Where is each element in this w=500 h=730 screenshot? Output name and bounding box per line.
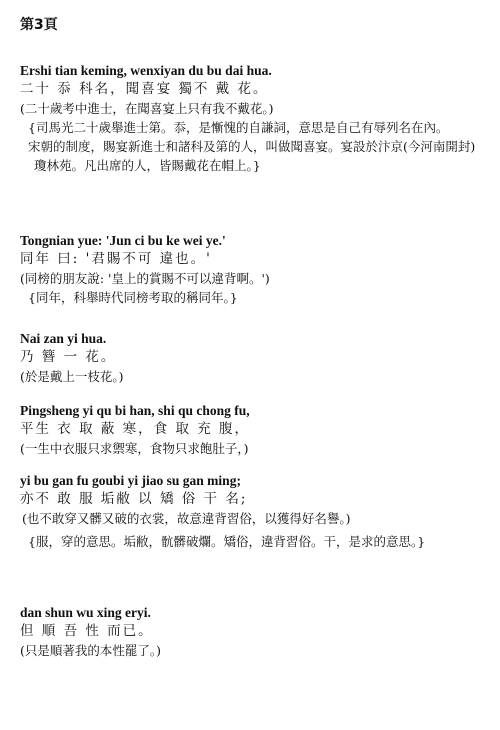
chinese-line: 同年 曰: '君賜不可 違也。' (20, 251, 212, 267)
pinyin-line: Pingsheng yi qu bi han, shi qu chong fu, (20, 403, 250, 418)
verse-section-4 (20, 402, 480, 458)
translation-line: (同榜的朋友說: '皇上的賞賜不可以違背啊。') (20, 271, 270, 286)
translation-line: (只是順著我的本性罷了。) (20, 643, 162, 658)
note-paragraph: {司馬光二十歲舉進士第。忝，是慚愧的自謙詞，意思是自己有辱列名在內。 (28, 120, 449, 135)
pinyin-line: Tongnian yue: 'Jun ci bu ke wei ye.' (20, 233, 226, 248)
page-label: 第3頁 (20, 17, 58, 33)
translation-line: (也不敢穿又髒又破的衣裳，故意違背習俗，以獲得好名譽。) (22, 511, 351, 526)
pinyin-line: dan shun wu xing eryi. (20, 605, 151, 620)
verse-section-1 (20, 62, 480, 175)
note-paragraph: 宋朝的制度，賜宴新進士和諸科及第的人，叫做聞喜宴。宴設於汴京(今河南開封)瓊林苑。凡出席的人，皆賜戴花在帽上。} (28, 139, 476, 173)
pinyin-line: Ershi tian keming, wenxiyan du bu dai hua. (20, 63, 272, 78)
note-paragraph: {服，穿的意思。垢敝，骯髒破爛。矯俗，違背習俗。干，是求的意思。} (28, 534, 426, 549)
chinese-line: 亦不 敢 服 垢敝 以 矯 俗 干 名; (20, 491, 248, 507)
translation-line: (二十歲考中進士，在聞喜宴上只有我不戴花。) (20, 101, 274, 116)
note-paragraph: {同年，科舉時代同榜考取的稱同年。} (28, 290, 238, 305)
translation-line: (於是戴上一枝花。) (20, 369, 124, 384)
verse-section-6 (20, 604, 480, 660)
pinyin-line: Nai zan yi hua. (20, 331, 107, 346)
chinese-line: 平生 衣 取 蔽 寒，食 取 充 腹， (20, 421, 251, 437)
pinyin-line: yi bu gan fu goubi yi jiao su gan ming; (20, 473, 241, 488)
chinese-line: 乃 簪 一 花。 (20, 349, 117, 365)
verse-section-2 (20, 232, 480, 307)
chinese-line: 但 順 吾 性 而已。 (20, 623, 154, 639)
verse-section-3 (20, 330, 480, 386)
verse-section-5 (20, 472, 480, 551)
translation-line: (一生中衣服只求禦寒，食物只求飽肚子，) (20, 441, 249, 456)
chinese-line: 二十 忝 科名，聞喜宴 獨不 戴 花。 (20, 81, 269, 97)
